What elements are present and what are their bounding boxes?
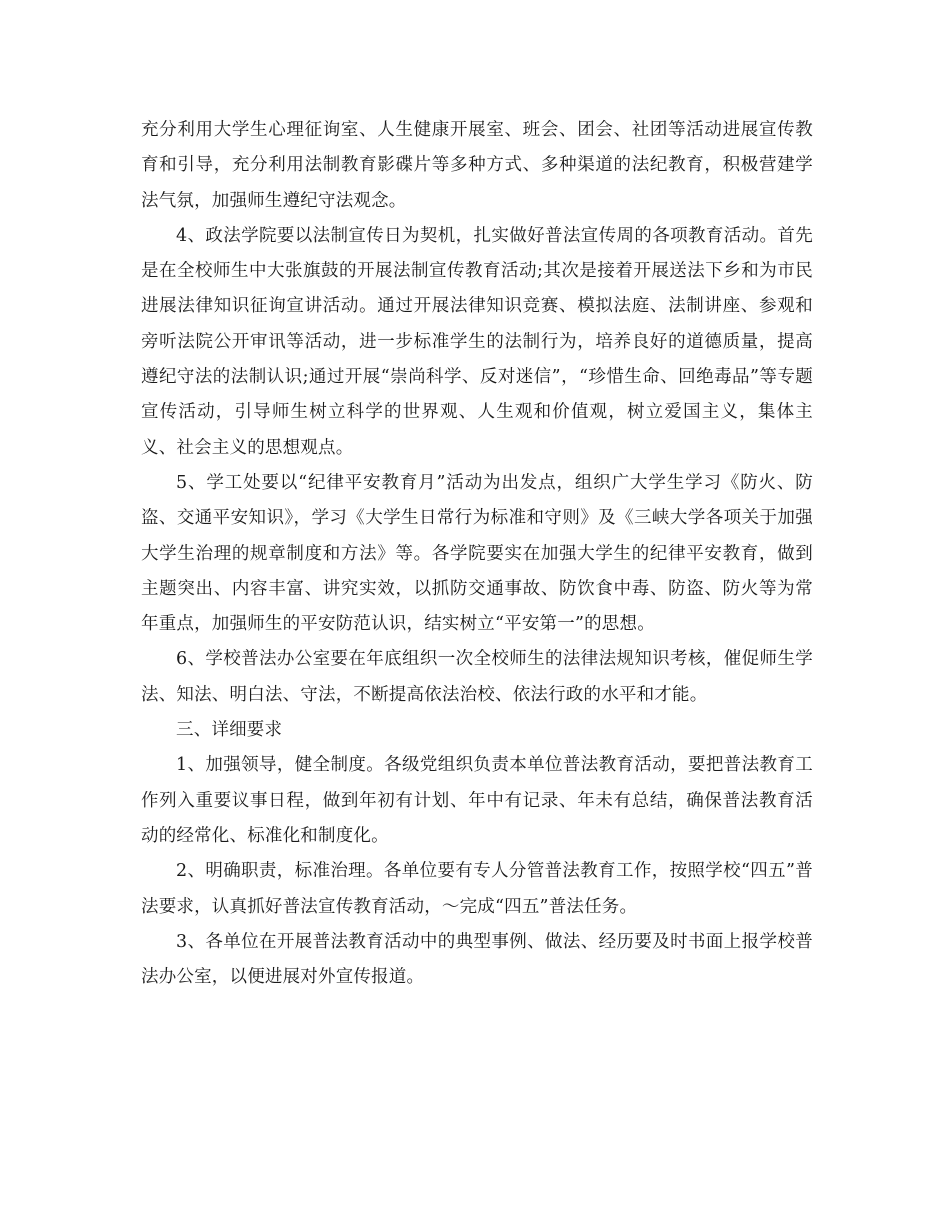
- paragraph-item-5: 5、学工处要以“纪律平安教育月”活动为出发点，组织广大学生学习《防火、防盗、交通平安知识》，学习《大学生日常行为标准和守则》及《三峡大学各项关于加强大学生治理的规章制度和方法》等。各学院要实在加强大学生的纪律平安教育，做到主题突出、内容丰富、讲究实效，以抓防交通事故、防饮食中毒、防盗、防火等为常年重点，加强师生的平安防范认识，结实树立“平安第一”的思想。: [141, 472, 813, 635]
- paragraph-item-4: 4、政法学院要以法制宣传日为契机，扎实做好普法宣传周的各项教育活动。首先是在全校师生中大张旗鼓的开展法制宣传教育活动;其次是接着开展送法下乡和为市民进展法律知识征询宣讲活动。通过开展法律知识竞赛、模拟法庭、法制讲座、参观和旁听法院公开审讯等活动，进一步标准学生的法制行为，培养良好的道德质量，提高遵纪守法的法制认识;通过开展“崇尚科学、反对迷信”，“珍惜生命、回绝毒品”等专题宣传活动，引导师生树立科学的世界观、人生观和价值观，树立爱国主义，集体主义、社会主义的思想观点。: [141, 225, 813, 458]
- section-heading: 三、详细要求: [176, 720, 283, 741]
- document-body: [141, 113, 813, 995]
- paragraph-requirement-1: 1、加强领导，健全制度。各级党组织负责本单位普法教育活动，要把普法教育工作列入重要议事日程，做到年初有计划、年中有记录、年未有总结，确保普法教育活动的经常化、标准化和制度化。: [141, 755, 813, 846]
- paragraph-continuation: 充分利用大学生心理征询室、人生健康开展室、班会、团会、社团等活动进展宣传教育和引导，充分利用法制教育影碟片等多种方式、多种渠道的法纪教育，积极营建学法气氛，加强师生遵纪守法观念。: [141, 120, 813, 211]
- paragraph-item-6: 6、学校普法办公室要在年底组织一次全校师生的法律法规知识考核，催促师生学法、知法、明白法、守法，不断提高依法治校、依法行政的水平和才能。: [141, 649, 813, 705]
- paragraph-requirement-2: 2、明确职责，标准治理。各单位要有专人分管普法教育工作，按照学校“四五”普法要求，认真抓好普法宣传教育活动，～完成“四五”普法任务。: [141, 861, 813, 917]
- paragraph-requirement-3: 3、各单位在开展普法教育活动中的典型事例、做法、经历要及时书面上报学校普法办公室，以便进展对外宣传报道。: [141, 931, 813, 988]
